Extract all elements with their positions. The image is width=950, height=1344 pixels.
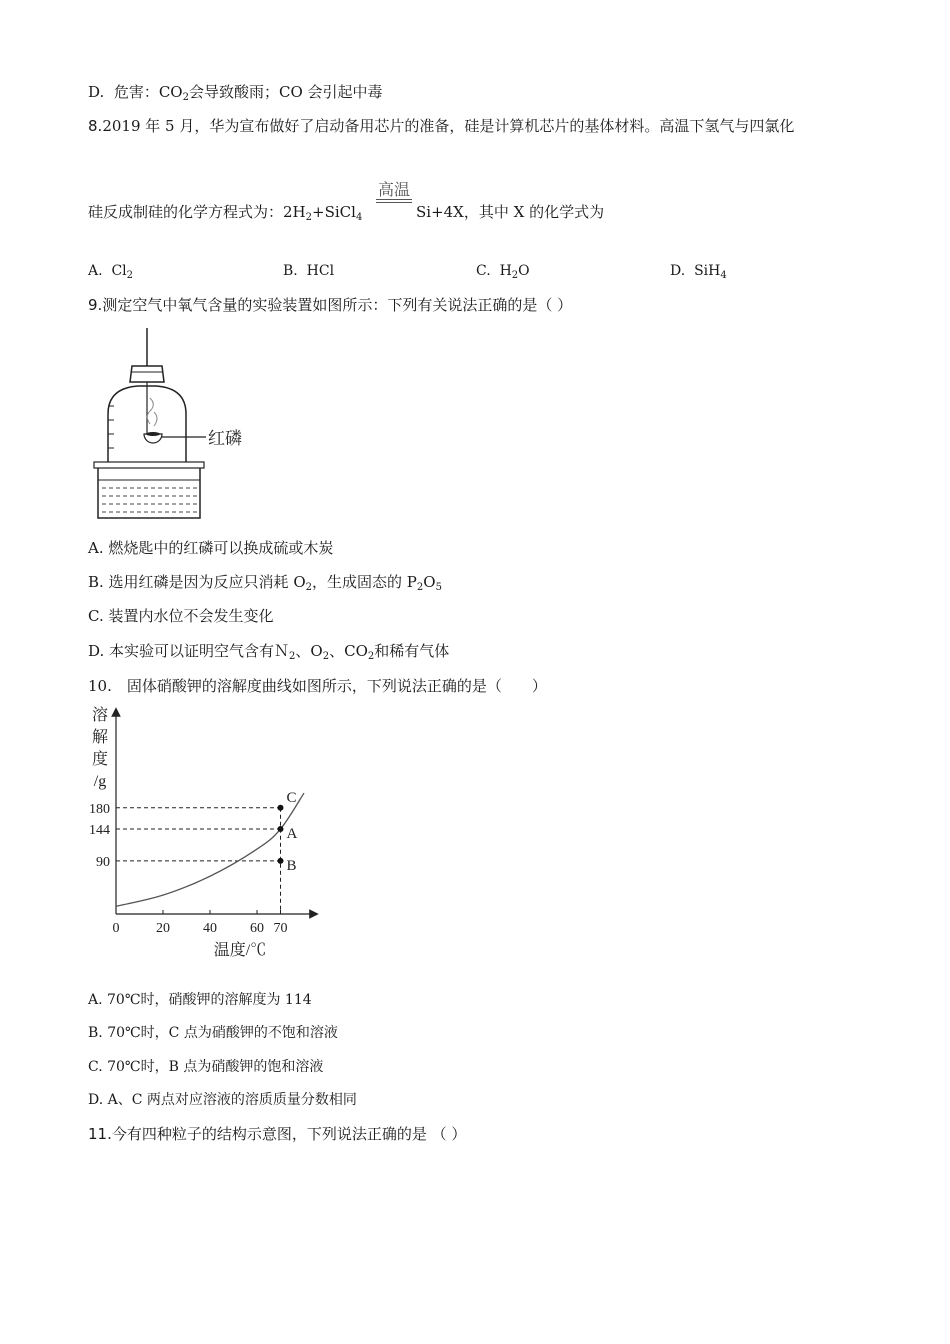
subscript: 2	[367, 651, 375, 662]
q8-option-c	[476, 261, 530, 286]
subscript: 2	[305, 212, 313, 223]
subscript: 4	[355, 212, 363, 223]
q9-option-a: A. 燃烧匙中的红磷可以换成硫或木炭	[88, 539, 334, 557]
y-tick-label: 90	[96, 854, 110, 870]
q8-option-c-tail: O	[518, 263, 530, 279]
q9-option-b-mid: ，生成固态的 P	[312, 573, 417, 591]
point-label-a: A	[286, 826, 298, 843]
q7-option-d-label: D.	[88, 83, 105, 101]
q8-number: 8.	[88, 117, 103, 135]
subscript: 2	[182, 92, 189, 103]
q9-option-d-mid2: 、CO	[329, 642, 368, 660]
q9-figure-label: 红磷	[208, 429, 242, 448]
q8-stem-line2	[88, 202, 362, 228]
q9-option-d	[88, 641, 449, 667]
q10-option-b: B. 70℃时，C 点为硝酸钾的不饱和溶液	[88, 1025, 338, 1041]
q9-option-b	[88, 572, 442, 598]
x-axis-label: 温度/℃	[213, 942, 267, 959]
q8-option-a-text: Cl	[111, 263, 127, 279]
x-tick-label: 60	[250, 921, 264, 936]
q8-stem-line1	[88, 116, 794, 136]
points	[278, 790, 298, 874]
q8-option-c-label: C.	[476, 263, 491, 279]
q8-option-a	[88, 261, 133, 286]
x-tick-label: 70	[273, 921, 288, 936]
subscript: 2	[126, 270, 134, 281]
q8-stem-text: 2019 年 5 月，华为宣布做好了启动备用芯片的准备，硅是计算机芯片的基体材料。高温下氢气与四氯化	[102, 117, 795, 135]
q9-stem	[88, 295, 572, 315]
y-label-char: 解	[91, 729, 109, 746]
subscript: 2	[511, 270, 519, 281]
y-axis-label	[92, 706, 108, 790]
q10-solubility-chart	[80, 700, 350, 965]
q10-option-a: A. 70℃时，硝酸钾的溶解度为 114	[88, 992, 312, 1008]
q9-water	[102, 488, 198, 512]
q8-option-d	[670, 261, 727, 286]
q8-option-b	[283, 261, 334, 281]
q11-stem-text: 今有四种粒子的结构示意图，下列说法正确的是 （ ）	[111, 1125, 467, 1143]
q9-option-d-pre: D. 本实验可以证明空气含有Ｎ	[88, 642, 290, 660]
point-a	[278, 826, 284, 832]
q8-eq-pre: 硅反成制硅的化学方程式为：2H	[88, 203, 306, 221]
point-label-b: B	[286, 857, 297, 874]
q9-option-c: C. 装置内水位不会发生变化	[88, 607, 274, 625]
y-label-char: 度	[91, 751, 109, 768]
q8-option-c-text: H	[499, 263, 512, 279]
q10-option-d: D. A、C 两点对应溶液的溶质质量分数相同	[88, 1092, 357, 1108]
q9-option-d-mid: 、O	[295, 642, 323, 660]
q8-option-d-text: SiH	[694, 263, 721, 279]
q8-option-b-text: HCl	[306, 263, 335, 279]
q7-option-d	[88, 82, 383, 108]
y-label-char: 溶	[91, 707, 109, 724]
q10-stem: 10. 固体硝酸钾的溶解度曲线如图所示，下列说法正确的是（ ）	[88, 677, 547, 695]
q7-option-d-text-b: 会导致酸雨；CO 会引起中毒	[188, 83, 383, 101]
q8-option-b-label: B.	[283, 263, 298, 279]
q8-equals-sign	[376, 199, 412, 203]
q9-trough-rim	[94, 462, 204, 468]
q10-option-c: C. 70℃时，B 点为硝酸钾的饱和溶液	[88, 1059, 324, 1075]
q8-option-d-label: D.	[670, 263, 686, 279]
q9-option-b-pre: B. 选用红磷是因为反应只消耗 O	[88, 573, 306, 591]
q8-option-a-label: A.	[88, 263, 103, 279]
x-tick-label: 40	[203, 921, 217, 936]
q9-stopper	[130, 366, 164, 382]
q9-option-b-o: O	[423, 573, 436, 591]
q7-option-d-text-a: 危害：CO	[113, 83, 183, 101]
guides	[89, 802, 281, 914]
q9-number: 9.	[88, 296, 103, 314]
point-c	[278, 805, 284, 811]
q8-condition: 高温	[377, 180, 410, 199]
y-tick-label: 144	[89, 823, 110, 839]
q9-flame-icon	[147, 398, 153, 424]
q9-trough	[98, 468, 200, 518]
subscript: 2	[289, 651, 296, 662]
y-tick-label: 180	[89, 801, 110, 817]
subscript: 5	[435, 582, 442, 593]
solubility-curve	[116, 793, 304, 906]
subscript: 2	[322, 651, 330, 662]
subscript: 2	[416, 582, 424, 593]
q11-number: 11.	[88, 1125, 112, 1143]
subscript: 4	[720, 270, 727, 281]
q11-stem	[88, 1124, 466, 1144]
q8-eq-mid: +SiCl	[312, 203, 356, 221]
q9-option-d-post: 和稀有气体	[374, 642, 450, 660]
point-b	[278, 858, 284, 864]
x-tick-label: 0	[112, 921, 120, 936]
x-tick-label: 20	[156, 921, 170, 936]
q8-stem-line2-post: Si+4X，其中 X 的化学式为	[416, 203, 605, 221]
q9-stem-text: 测定空气中氧气含量的实验装置如图所示：下列有关说法正确的是（ ）	[102, 296, 573, 314]
point-label-c: C	[286, 789, 297, 806]
q9-apparatus-figure	[88, 328, 268, 523]
subscript: 2	[305, 582, 313, 593]
y-label-char: /g	[93, 773, 107, 790]
